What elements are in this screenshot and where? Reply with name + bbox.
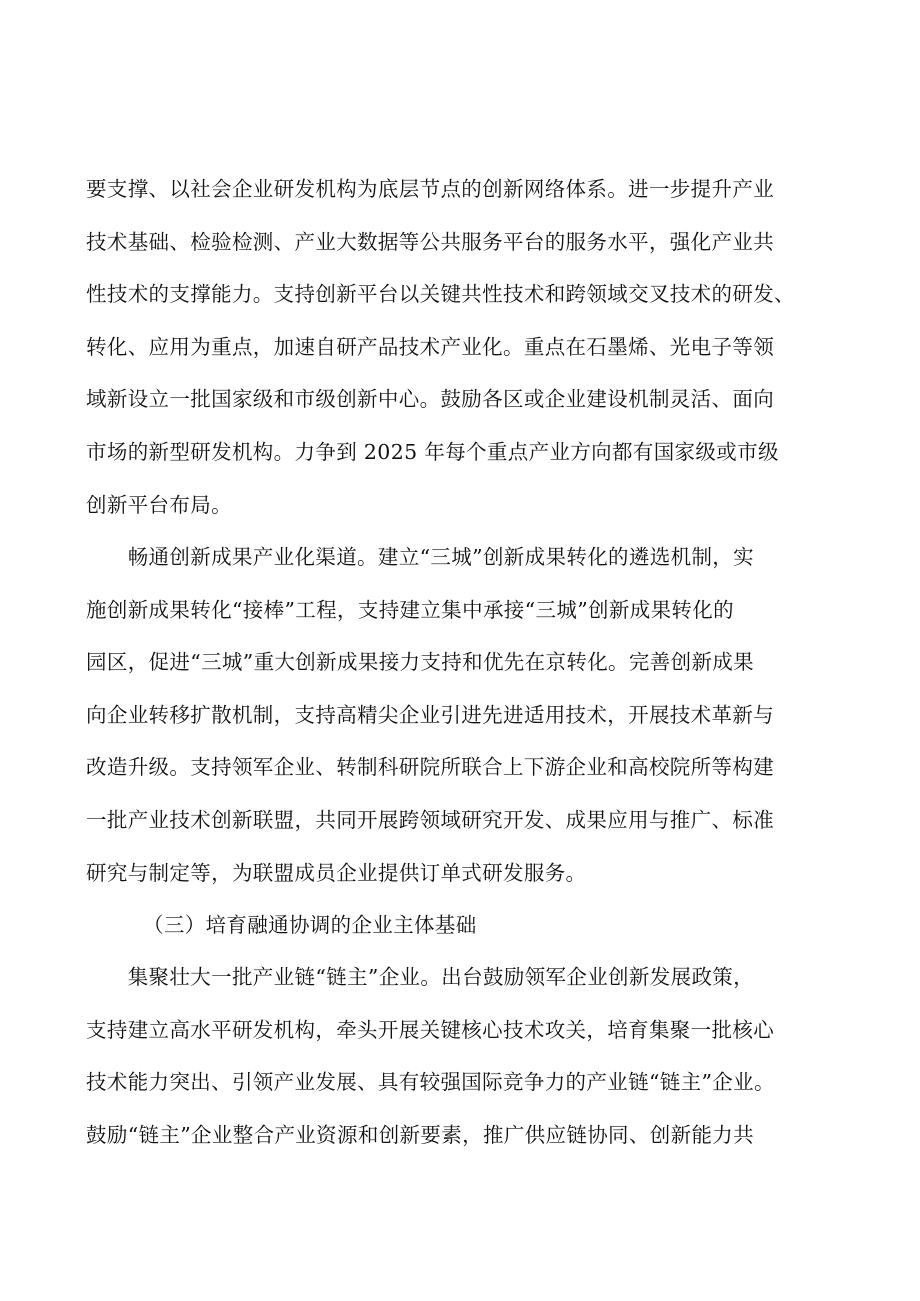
paragraph-innovation-network — [86, 163, 846, 531]
paragraph-industrialization-channels — [86, 531, 846, 899]
section-heading-text: （三）培育融通协调的企业主体基础 — [143, 913, 477, 937]
text-line: 支持建立高水平研发机构，牵头开展关键核心技术攻关，培育集聚一批核心 — [86, 1017, 775, 1042]
text-line: 性技术的支撑能力。支持创新平台以关键共性技术和跨领域交叉技术的研发、 — [86, 282, 795, 307]
text-line: 技术基础、检验检测、产业大数据等公共服务平台的服务水平，强化产业共 — [86, 229, 775, 254]
text-line: 转化、应用为重点，加速自研产品技术产业化。重点在石墨烯、光电子等领 — [86, 334, 775, 359]
text-line: 要支撑、以社会企业研发机构为底层节点的创新网络体系。进一步提升产业 — [86, 177, 775, 201]
text-line: 畅通创新成果产业化渠道。建立“三城”创新成果转化的遴选机制，实 — [86, 545, 755, 569]
text-line: 集聚壮大一批产业链“链主”企业。出台鼓励领军企业创新发展政策， — [86, 965, 755, 989]
text-line: 鼓励“链主”企业整合产业资源和创新要素，推广供应链协同、创新能力共 — [86, 1122, 755, 1147]
text-line: 创新平台布局。 — [86, 492, 232, 517]
text-line: 向企业转移扩散机制，支持高精尖企业引进先进适用技术，开展技术革新与 — [86, 702, 775, 727]
section-heading — [86, 899, 846, 952]
text-line: 域新设立一批国家级和市级创新中心。鼓励各区或企业建设机制灵活、面向 — [86, 387, 775, 412]
text-line: 研究与制定等，为联盟成员企业提供订单式研发服务。 — [86, 860, 587, 885]
text-line: 改造升级。支持领军企业、转制科研院所联合上下游企业和高校院所等构建 — [86, 755, 775, 780]
paragraph-chain-leader-enterprises — [86, 951, 846, 1161]
text-line: 园区，促进“三城”重大创新成果接力支持和优先在京转化。完善创新成果 — [86, 650, 755, 675]
text-line: 一批产业技术创新联盟，共同开展跨领域研究开发、成果应用与推广、标准 — [86, 807, 775, 832]
text-line: 市场的新型研发机构。力争到 2025 年每个重点产业方向都有国家级或市级 — [86, 439, 779, 464]
text-line: 施创新成果转化“接棒”工程，支持建立集中承接“三城”创新成果转化的 — [86, 597, 734, 622]
text-line: 技术能力突出、引领产业发展、具有较强国际竞争力的产业链“链主”企业。 — [86, 1070, 775, 1095]
